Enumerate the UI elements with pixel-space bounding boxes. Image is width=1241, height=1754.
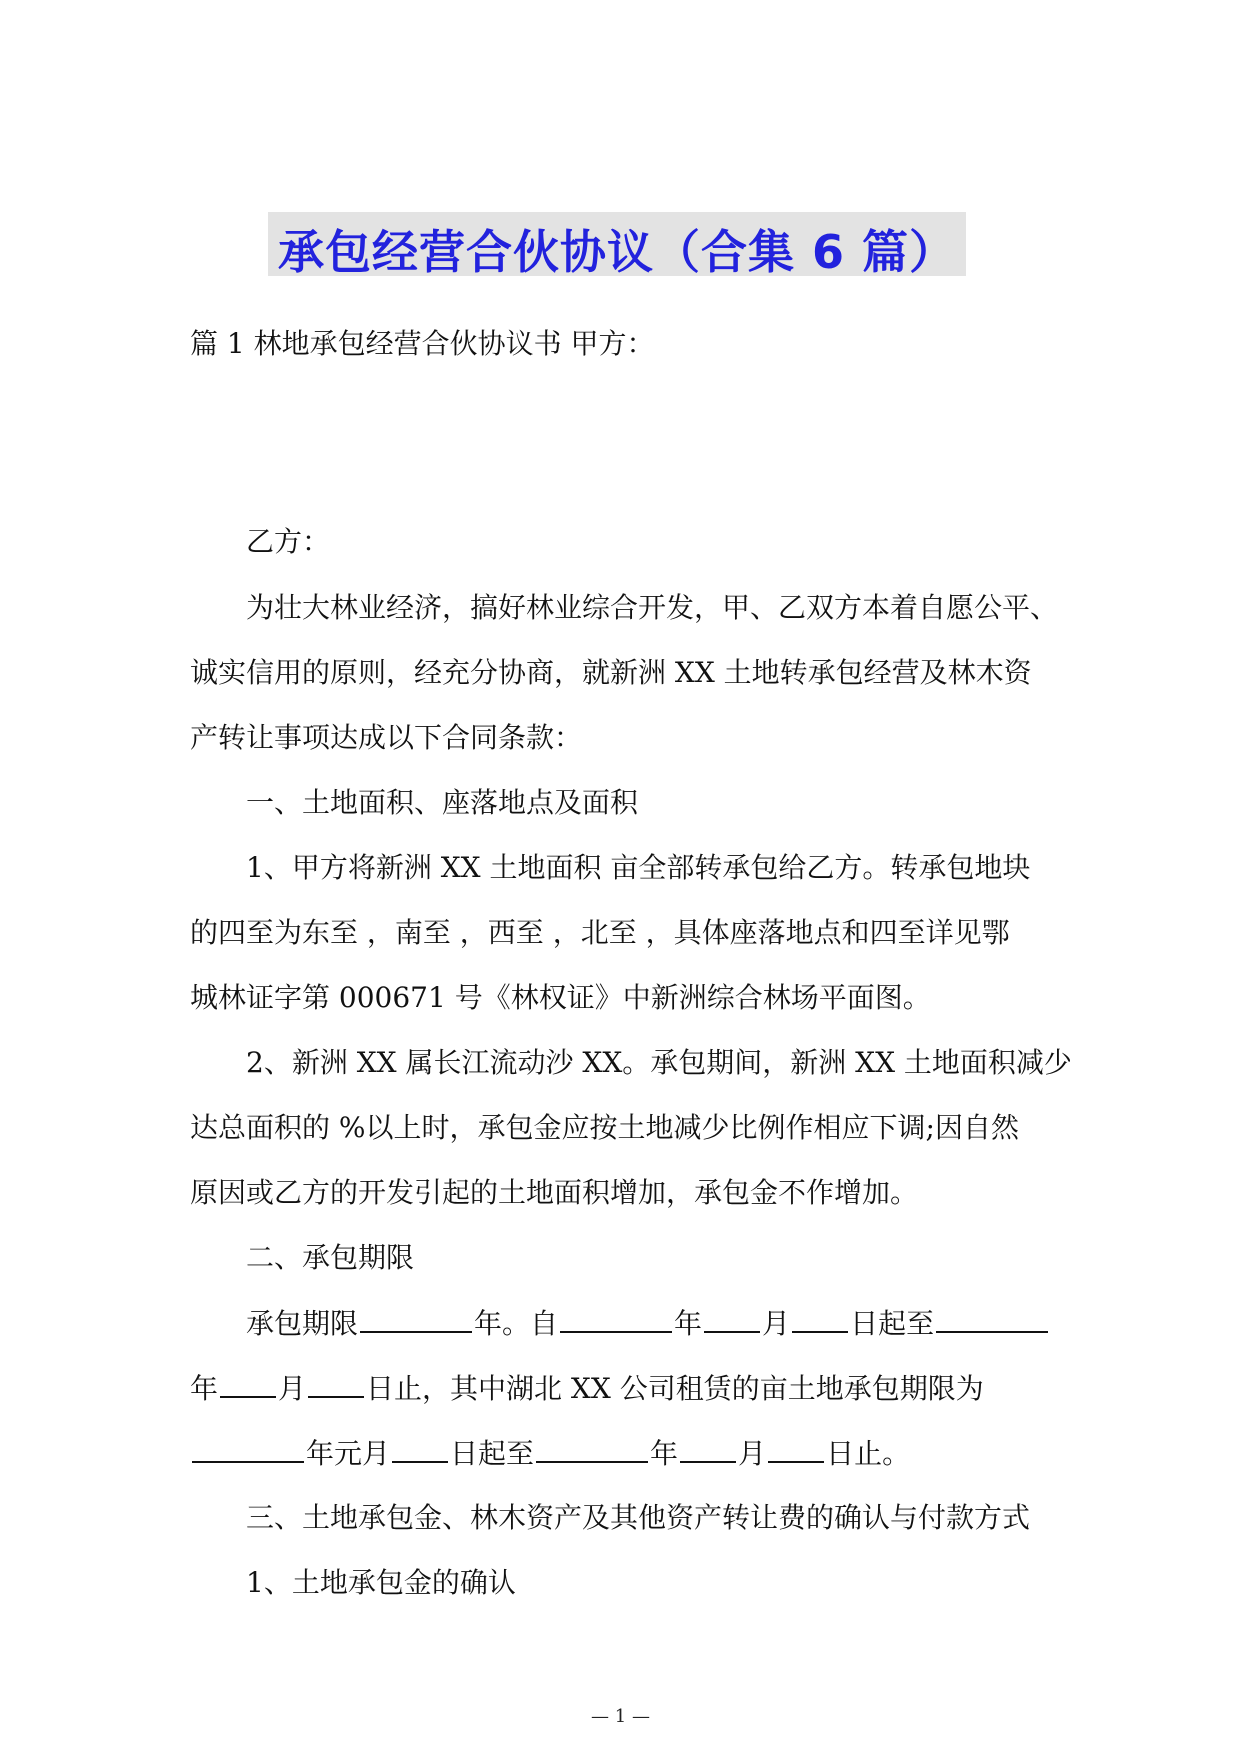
term-line — [190, 1370, 984, 1407]
clause-heading: 二、承包期限 — [246, 1241, 415, 1274]
paragraph-line: 1、甲方将新洲 XX 土地面积 亩全部转承包给乙方。转承包地块 — [246, 851, 1031, 884]
term-text: 日起至 — [450, 1437, 535, 1470]
term-text: 月 — [738, 1437, 767, 1470]
clause-heading: 一、土地面积、座落地点及面积 — [246, 786, 639, 819]
term-text: 年元月 — [306, 1437, 391, 1470]
paragraph-line: 产转让事项达成以下合同条款： — [190, 721, 583, 754]
blank-field — [392, 1435, 448, 1463]
term-text: 日止。 — [826, 1437, 911, 1470]
term-text: 承包期限 — [246, 1307, 359, 1340]
term-text: 月 — [278, 1372, 307, 1405]
paragraph-line: 达总面积的 %以上时，承包金应按土地减少比例作相应下调;因自然 — [190, 1111, 1019, 1144]
term-text: 年 — [190, 1372, 219, 1405]
blank-field — [560, 1305, 672, 1333]
blank-field — [792, 1305, 848, 1333]
paragraph-line: 城林证字第 000671 号《林权证》中新洲综合林场平面图。 — [190, 981, 931, 1014]
term-text: 月 — [762, 1307, 791, 1340]
paragraph-line: 的四至为东至 ，南至 ，西至 ，北至 ，具体座落地点和四至详见鄂 — [190, 916, 1010, 949]
blank-field — [536, 1435, 648, 1463]
blank-field — [308, 1370, 364, 1398]
term-text: 年 — [674, 1307, 703, 1340]
clause-heading: 三、土地承包金、林木资产及其他资产转让费的确认与付款方式 — [246, 1501, 1031, 1534]
section-heading: 篇 1 林地承包经营合伙协议书 甲方： — [190, 327, 655, 360]
party-b-label: 乙方： — [246, 525, 331, 558]
blank-field — [360, 1305, 472, 1333]
blank-field — [220, 1370, 276, 1398]
paragraph-line: 原因或乙方的开发引起的土地面积增加，承包金不作增加。 — [190, 1176, 919, 1209]
document-title: 承包经营合伙协议（合集 6 篇） — [277, 225, 957, 279]
term-line — [246, 1305, 1050, 1342]
clause-subheading: 1、土地承包金的确认 — [246, 1566, 516, 1599]
blank-field — [680, 1435, 736, 1463]
title-highlight — [268, 212, 966, 279]
term-text: 年 — [650, 1437, 679, 1470]
term-text: 日止，其中湖北 XX 公司租赁的亩土地承包期限为 — [366, 1372, 984, 1405]
blank-field — [936, 1305, 1048, 1333]
blank-field — [704, 1305, 760, 1333]
term-text: 日起至 — [850, 1307, 935, 1340]
blank-field — [192, 1435, 304, 1463]
term-line — [190, 1435, 910, 1472]
term-text: 年。自 — [474, 1307, 559, 1340]
paragraph-line: 为壮大林业经济，搞好林业综合开发，甲、乙双方本着自愿公平、 — [246, 591, 1059, 624]
paragraph-line: 诚实信用的原则，经充分协商，就新洲 XX 土地转承包经营及林木资 — [190, 656, 1032, 689]
blank-field — [768, 1435, 824, 1463]
page-number: — 1 — — [591, 1706, 650, 1727]
paragraph-line: 2、新洲 XX 属长江流动沙 XX。承包期间，新洲 XX 土地面积减少 — [246, 1046, 1072, 1079]
